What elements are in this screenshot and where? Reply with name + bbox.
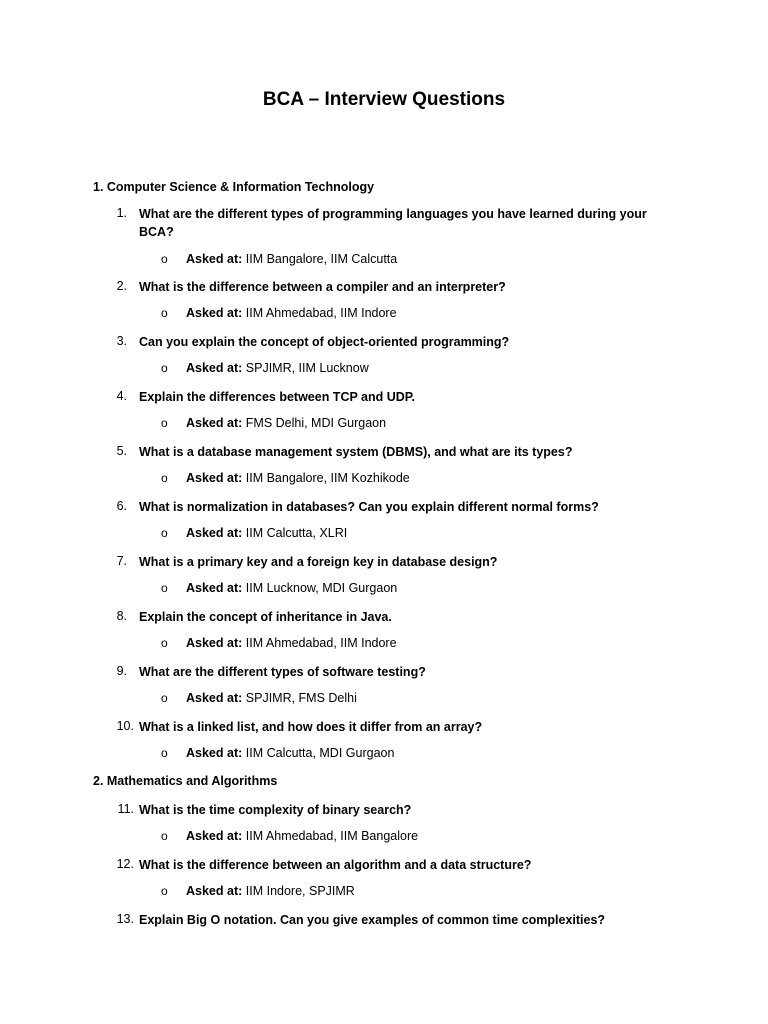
asked-at-value: IIM Bangalore, IIM Calcutta [245, 252, 398, 266]
asked-at-label: Asked at: [186, 416, 243, 430]
question-number: 2. [116, 279, 127, 293]
question-text: What is the difference between a compiler and an interpreter? [139, 280, 506, 294]
hollow-circle-bullet-icon: o [161, 252, 168, 266]
asked-at-value: IIM Ahmedabad, IIM Bangalore [245, 829, 419, 843]
asked-at-line [186, 580, 397, 597]
asked-at-value: SPJIMR, FMS Delhi [245, 691, 357, 705]
asked-at-line [186, 305, 397, 322]
asked-at-label: Asked at: [186, 884, 243, 898]
asked-at-value: IIM Ahmedabad, IIM Indore [245, 636, 397, 650]
question-text: What is the difference between an algorithm and a data structure? [139, 858, 532, 872]
question-text: What are the different types of programming languages you have learned during your BCA? [139, 207, 647, 239]
document-title: BCA – Interview Questions [262, 89, 506, 110]
hollow-circle-bullet-icon: o [161, 746, 168, 760]
asked-at-label: Asked at: [186, 361, 243, 375]
hollow-circle-bullet-icon: o [161, 636, 168, 650]
question-text: What is a primary key and a foreign key in database design? [139, 555, 498, 569]
question-number: 8. [116, 609, 127, 623]
section-heading-mathematics: 2. Mathematics and Algorithms [93, 774, 278, 788]
hollow-circle-bullet-icon: o [161, 884, 168, 898]
hollow-circle-bullet-icon: o [161, 416, 168, 430]
question-text: Explain Big O notation. Can you give examples of common time complexities? [139, 913, 606, 927]
asked-at-line [186, 828, 418, 845]
asked-at-label: Asked at: [186, 306, 243, 320]
asked-at-value: SPJIMR, IIM Lucknow [245, 361, 369, 375]
asked-at-line [186, 470, 410, 487]
asked-at-line [186, 690, 357, 707]
question-number: 6. [116, 499, 127, 513]
question-text: Explain the differences between TCP and UDP. [139, 390, 416, 404]
asked-at-label: Asked at: [186, 746, 243, 760]
hollow-circle-bullet-icon: o [161, 471, 168, 485]
asked-at-label: Asked at: [186, 691, 243, 705]
asked-at-line [186, 360, 369, 377]
asked-at-value: FMS Delhi, MDI Gurgaon [245, 416, 387, 430]
asked-at-value: IIM Lucknow, MDI Gurgaon [245, 581, 398, 595]
asked-at-value: IIM Indore, SPJIMR [245, 884, 355, 898]
asked-at-label: Asked at: [186, 526, 243, 540]
question-number: 5. [116, 444, 127, 458]
question-text: Explain the concept of inheritance in Java. [139, 610, 392, 624]
question-text: What is normalization in databases? Can you explain different normal forms? [139, 500, 599, 514]
asked-at-label: Asked at: [186, 581, 243, 595]
asked-at-line [186, 415, 386, 432]
question-number: 7. [116, 554, 127, 568]
asked-at-line [186, 883, 355, 900]
hollow-circle-bullet-icon: o [161, 691, 168, 705]
asked-at-value: IIM Bangalore, IIM Kozhikode [245, 471, 410, 485]
question-number: 10. [116, 719, 134, 733]
asked-at-label: Asked at: [186, 471, 243, 485]
hollow-circle-bullet-icon: o [161, 526, 168, 540]
asked-at-label: Asked at: [186, 829, 243, 843]
asked-at-label: Asked at: [186, 636, 243, 650]
question-text: Can you explain the concept of object-oriented programming? [139, 335, 510, 349]
question-number: 9. [116, 664, 127, 678]
hollow-circle-bullet-icon: o [161, 829, 168, 843]
asked-at-line [186, 525, 347, 542]
question-number: 13. [116, 912, 134, 926]
question-number: 12. [116, 857, 134, 871]
asked-at-line [186, 745, 394, 762]
question-number: 4. [116, 389, 127, 403]
question-text: What is a linked list, and how does it differ from an array? [139, 720, 483, 734]
asked-at-value: IIM Ahmedabad, IIM Indore [245, 306, 397, 320]
question-text: What are the different types of software testing? [139, 665, 426, 679]
hollow-circle-bullet-icon: o [161, 361, 168, 375]
question-number: 1. [116, 206, 127, 220]
asked-at-value: IIM Calcutta, MDI Gurgaon [245, 746, 395, 760]
question-number: 11. [117, 802, 134, 816]
hollow-circle-bullet-icon: o [161, 581, 168, 595]
hollow-circle-bullet-icon: o [161, 306, 168, 320]
question-text: What is a database management system (DBMS), and what are its types? [139, 445, 573, 459]
asked-at-value: IIM Calcutta, XLRI [245, 526, 348, 540]
asked-at-label: Asked at: [186, 252, 243, 266]
section-heading-computer-science: 1. Computer Science & Information Technology [93, 180, 375, 194]
asked-at-line [186, 251, 397, 268]
asked-at-line [186, 635, 397, 652]
question-text: What is the time complexity of binary search? [139, 803, 412, 817]
question-number: 3. [116, 334, 127, 348]
